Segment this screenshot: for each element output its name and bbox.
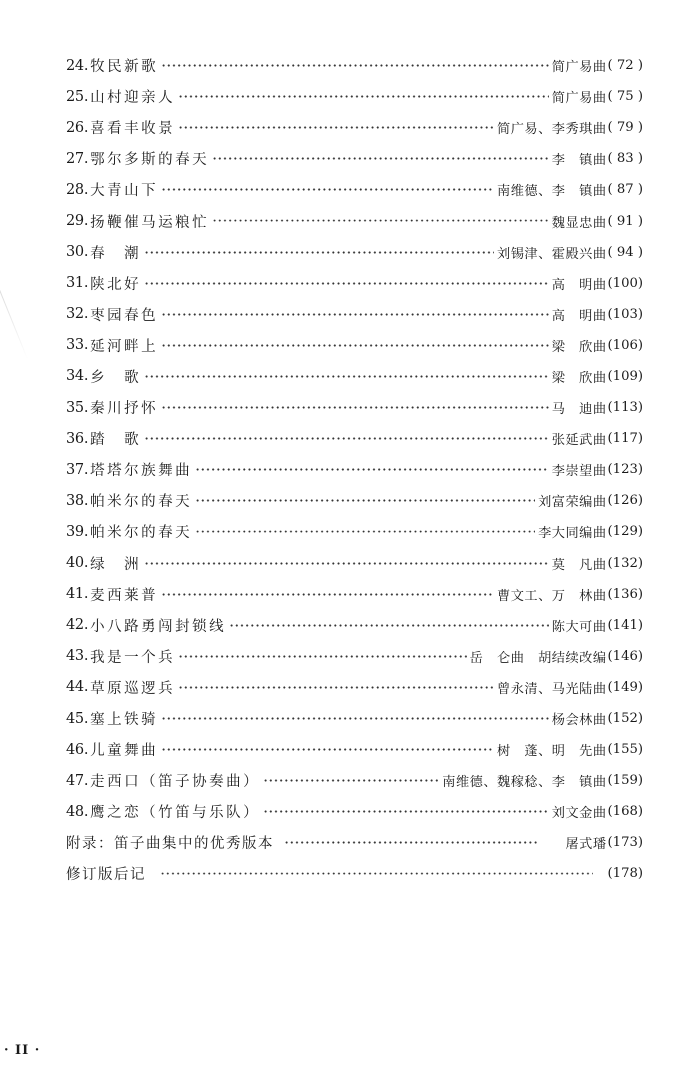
toc-entry[interactable] [66, 485, 643, 516]
entry-title: 陕北好 [90, 276, 142, 293]
entry-title: 扬鞭催马运粮忙 [90, 214, 210, 231]
entry-page: (123) [607, 462, 643, 478]
entry-page: (146) [607, 648, 643, 664]
entry-page: (129) [607, 524, 643, 540]
toc-entry[interactable] [66, 579, 643, 610]
entry-page: (106) [607, 337, 643, 353]
entry-composer: 梁 欣曲 [551, 370, 607, 386]
entry-page: (103) [607, 306, 643, 322]
entry-number: 41. [66, 586, 89, 603]
entry-composer: 岳 仑曲 胡结续改编 [469, 650, 607, 666]
dot-leader [178, 112, 494, 143]
entry-title: 秦川抒怀 [90, 401, 159, 418]
entry-composer: 刘锡津、霍殿兴曲 [497, 246, 607, 262]
entry-page: ( 87 ) [607, 182, 643, 198]
dot-leader [195, 516, 535, 547]
entry-composer: 李 镇曲 [551, 153, 607, 169]
entry-title: 牧民新歌 [90, 59, 159, 76]
dot-leader [161, 392, 549, 423]
entry-number: 46. [66, 741, 89, 758]
entry-number: 28. [66, 181, 89, 198]
entry-page: (141) [607, 617, 643, 633]
entry-title: 绿 洲 [90, 556, 142, 573]
toc-entry[interactable] [66, 672, 643, 703]
entry-composer: 简广易曲 [551, 91, 607, 107]
entry-composer: 李大同编曲 [538, 526, 607, 542]
entry-title: 帕米尔的春天 [90, 525, 193, 542]
entry-title: 走西口（笛子协奏曲） [90, 774, 261, 791]
entry-number: 26. [66, 119, 89, 136]
dot-leader [161, 330, 549, 361]
entry-title: 踏 歌 [90, 432, 142, 449]
dot-leader [178, 81, 549, 112]
toc-entry[interactable] [66, 50, 643, 81]
entry-page: ( 72 ) [607, 58, 643, 74]
toc-entry[interactable] [66, 299, 643, 330]
entry-number: 31. [66, 275, 89, 292]
entry-composer: 李崇望曲 [551, 464, 607, 480]
toc-afterword[interactable] [66, 858, 643, 889]
entry-number: 25. [66, 88, 89, 105]
entry-page: (155) [607, 742, 643, 758]
dot-leader [263, 765, 439, 796]
toc-entry[interactable] [66, 112, 643, 143]
entry-number: 32. [66, 306, 89, 323]
entry-title: 鹰之恋（竹笛与乐队） [90, 805, 261, 822]
dot-leader [144, 423, 549, 454]
appendix-composer: 屠式璠 [565, 837, 607, 853]
toc-entry[interactable] [66, 641, 643, 672]
dot-leader [195, 454, 549, 485]
entry-composer: 曾永清、马光陆曲 [497, 681, 607, 697]
entry-page: (126) [607, 493, 643, 509]
entry-title: 乡 歌 [90, 369, 142, 386]
entry-composer: 杨会林曲 [551, 713, 607, 729]
dot-leader [161, 174, 494, 205]
entry-composer: 马 迪曲 [551, 402, 607, 418]
dot-leader [263, 796, 549, 827]
entry-composer: 高 明曲 [551, 308, 607, 324]
entry-title: 喜看丰收景 [90, 121, 176, 138]
toc-entry[interactable] [66, 703, 643, 734]
entry-title: 大青山下 [90, 183, 159, 200]
toc-entry[interactable] [66, 516, 643, 547]
dot-leader [144, 548, 549, 579]
entry-number: 33. [66, 337, 89, 354]
entry-number: 42. [66, 617, 89, 634]
entry-page: (132) [607, 555, 643, 571]
entry-title: 春 潮 [90, 245, 142, 262]
afterword-title: 修订版后记 [66, 867, 146, 884]
entry-page: ( 79 ) [607, 120, 643, 136]
entry-number: 30. [66, 244, 89, 261]
scan-mark [0, 285, 28, 360]
entry-title: 山村迎亲人 [90, 90, 176, 107]
entry-number: 37. [66, 461, 89, 478]
toc-entry[interactable] [66, 205, 643, 236]
entry-page: ( 91 ) [607, 213, 643, 229]
dot-leader [284, 827, 539, 858]
toc-entry[interactable] [66, 548, 643, 579]
entry-number: 27. [66, 150, 89, 167]
entry-composer: 南维德、魏稼稔、李 镇曲 [442, 775, 607, 791]
toc-entry[interactable] [66, 361, 643, 392]
entry-title: 鄂尔多斯的春天 [90, 152, 210, 169]
dot-leader [178, 672, 494, 703]
toc-entry[interactable] [66, 423, 643, 454]
toc-entry[interactable] [66, 330, 643, 361]
entry-composer: 刘富荣编曲 [538, 495, 607, 511]
toc-entry[interactable] [66, 454, 643, 485]
entry-title: 我是一个兵 [90, 649, 176, 666]
dot-leader [144, 237, 494, 268]
entry-page: (113) [607, 400, 643, 416]
toc-entry[interactable] [66, 268, 643, 299]
dot-leader [212, 205, 549, 236]
entry-title: 塞上铁骑 [90, 712, 159, 729]
entry-title: 帕米尔的春天 [90, 494, 193, 511]
entry-page: (159) [607, 773, 643, 789]
entry-page: (149) [607, 679, 643, 695]
entry-number: 40. [66, 555, 89, 572]
entry-number: 48. [66, 803, 89, 820]
toc-entry[interactable] [66, 796, 643, 827]
entry-number: 34. [66, 368, 89, 385]
entry-number: 43. [66, 648, 89, 665]
entry-title: 麦西莱普 [90, 587, 159, 604]
entry-page: (152) [607, 711, 643, 727]
entry-number: 44. [66, 679, 89, 696]
entry-page: (109) [607, 368, 643, 384]
entry-title: 延河畔上 [90, 338, 159, 355]
entry-composer: 梁 欣曲 [551, 339, 607, 355]
entry-number: 29. [66, 213, 89, 230]
entry-number: 36. [66, 430, 89, 447]
toc-appendix[interactable] [66, 827, 643, 858]
entry-composer: 南维德、李 镇曲 [497, 184, 607, 200]
entry-title: 枣园春色 [90, 307, 159, 324]
entry-composer: 简广易、李秀琪曲 [497, 122, 607, 138]
dot-leader [178, 641, 466, 672]
toc-entry[interactable] [66, 392, 643, 423]
entry-number: 39. [66, 523, 89, 540]
entry-title: 塔塔尔族舞曲 [90, 463, 193, 480]
page-folio: · II · [4, 1043, 41, 1058]
entry-title: 草原巡逻兵 [90, 680, 176, 697]
entry-page: (168) [607, 804, 643, 820]
dot-leader [212, 143, 549, 174]
entry-number: 38. [66, 492, 89, 509]
entry-composer: 树 蓬、明 先曲 [497, 744, 607, 760]
entry-number: 47. [66, 772, 89, 789]
entry-page: (136) [607, 586, 643, 602]
entry-number: 35. [66, 399, 89, 416]
appendix-page: (173) [607, 835, 643, 851]
toc-entry[interactable] [66, 734, 643, 765]
entry-composer: 简广易曲 [551, 60, 607, 76]
dot-leader [161, 703, 549, 734]
dot-leader [161, 299, 549, 330]
entry-composer: 张延武曲 [551, 433, 607, 449]
entry-composer: 陈大可曲 [551, 619, 607, 635]
toc-entry[interactable] [66, 765, 643, 796]
toc-entry[interactable] [66, 237, 643, 268]
entry-page: (117) [607, 431, 643, 447]
entry-composer: 莫 凡曲 [551, 557, 607, 573]
afterword-page: (178) [607, 866, 643, 882]
appendix-title: 附录：笛子曲集中的优秀版本 [66, 836, 274, 853]
entry-composer: 高 明曲 [551, 277, 607, 293]
dot-leader [161, 579, 494, 610]
toc-entry[interactable] [66, 610, 643, 641]
entry-page: ( 83 ) [607, 151, 643, 167]
entry-composer: 刘文金曲 [551, 806, 607, 822]
entry-number: 24. [66, 57, 89, 74]
dot-leader [144, 268, 549, 299]
table-of-contents [66, 50, 643, 890]
entry-number: 45. [66, 710, 89, 727]
entry-page: (100) [607, 275, 643, 291]
entry-page: ( 75 ) [607, 89, 643, 105]
toc-entry[interactable] [66, 174, 643, 205]
toc-entry[interactable] [66, 143, 643, 174]
dot-leader [160, 858, 593, 889]
entry-title: 小八路勇闯封锁线 [90, 618, 227, 635]
entry-page: ( 94 ) [607, 244, 643, 260]
dot-leader [195, 485, 535, 516]
dot-leader [161, 734, 494, 765]
entry-title: 儿童舞曲 [90, 743, 159, 760]
toc-entry[interactable] [66, 81, 643, 112]
dot-leader [144, 361, 549, 392]
dot-leader [229, 610, 549, 641]
entry-composer: 曹文工、万 林曲 [497, 588, 607, 604]
entry-composer: 魏显忠曲 [551, 215, 607, 231]
dot-leader [161, 50, 549, 81]
